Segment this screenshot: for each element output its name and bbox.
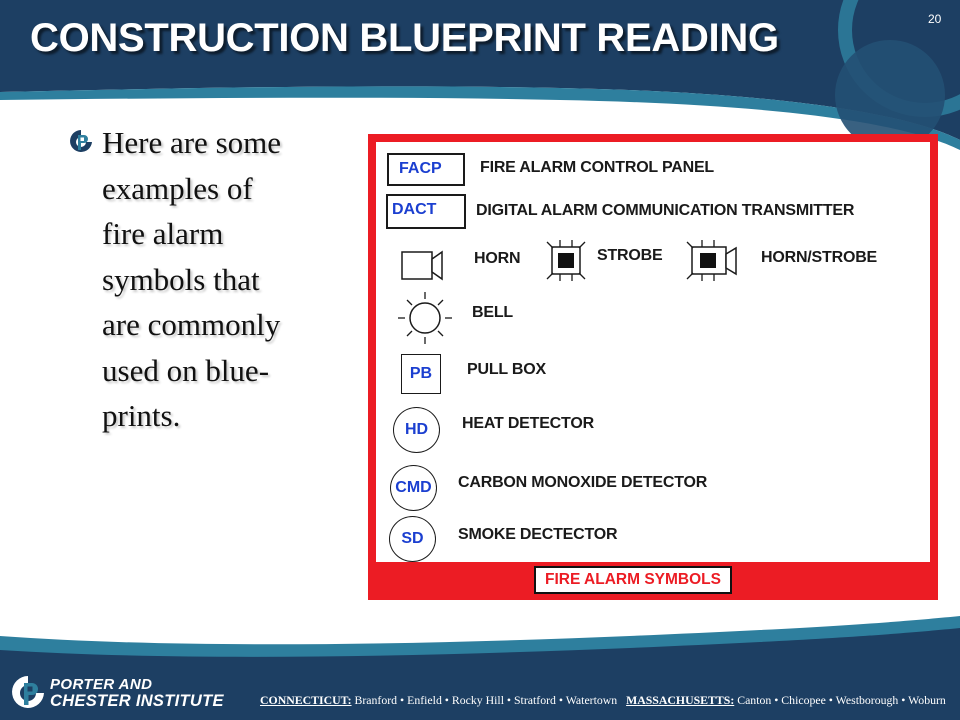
smoke-detector-symbol: SD	[389, 516, 436, 562]
figure-caption: FIRE ALARM SYMBOLS	[534, 566, 732, 594]
campus-locations	[260, 693, 952, 708]
symbols-panel	[376, 142, 930, 562]
porter-chester-logo-icon	[10, 674, 46, 712]
school-name-line1: PORTER AND	[50, 676, 153, 693]
fire-alarm-symbols-figure	[368, 134, 938, 600]
smoke-detector-label: SMOKE DECTECTOR	[458, 526, 618, 543]
strobe-label: STROBE	[597, 247, 663, 264]
ct-label: CONNECTICUT:	[260, 693, 352, 707]
bullet-line: used on blue-	[102, 352, 270, 388]
bullet-line: Here are some	[102, 125, 282, 160]
bell-label: BELL	[472, 304, 513, 321]
horn-strobe-symbol-icon	[686, 238, 744, 282]
bullet-line: examples of	[102, 170, 253, 206]
porter-chester-bullet-icon	[68, 128, 94, 156]
bullet-text	[102, 120, 322, 439]
bullet-line: prints.	[102, 398, 181, 433]
heat-detector-label: HEAT DETECTOR	[462, 415, 594, 432]
ma-towns: Canton • Chicopee • Westborough • Woburn	[737, 693, 946, 707]
slide-title: CONSTRUCTION BLUEPRINT READING	[30, 16, 779, 60]
facp-label: FIRE ALARM CONTROL PANEL	[480, 159, 715, 176]
horn-strobe-label: HORN/STROBE	[761, 249, 878, 266]
dact-label: DIGITAL ALARM COMMUNICATION TRANSMITTER	[476, 202, 855, 219]
ma-label: MASSACHUSETTS:	[626, 693, 735, 707]
school-name-line2: CHESTER INSTITUTE	[50, 692, 224, 710]
ct-towns: Branford • Enfield • Rocky Hill • Stratford • Watertown	[354, 693, 618, 707]
slide-number: 20	[928, 12, 942, 26]
dact-symbol: DACT	[386, 194, 466, 229]
horn-symbol-icon	[400, 242, 448, 282]
bullet-line: are commonly	[102, 307, 281, 342]
facp-symbol: FACP	[387, 153, 465, 186]
bell-symbol-icon	[394, 290, 456, 346]
co-detector-label: CARBON MONOXIDE DETECTOR	[458, 474, 708, 491]
bullet-line: symbols that	[102, 261, 260, 297]
bullet-line: fire alarm	[102, 216, 224, 251]
strobe-symbol-icon	[546, 238, 588, 282]
horn-label: HORN	[474, 250, 521, 267]
pull-box-symbol: PB	[401, 354, 441, 394]
heat-detector-symbol: HD	[393, 407, 440, 453]
co-detector-symbol: CMD	[390, 465, 437, 511]
pull-box-label: PULL BOX	[467, 361, 547, 378]
